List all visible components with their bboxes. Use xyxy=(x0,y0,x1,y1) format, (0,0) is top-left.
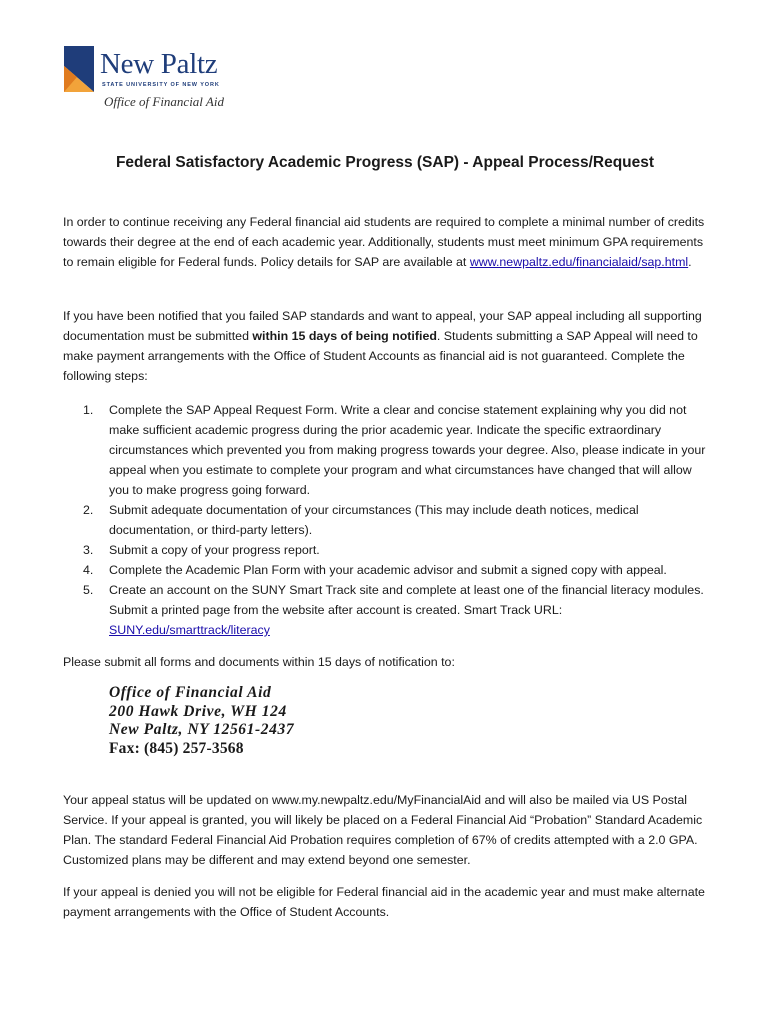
step-number: 5. xyxy=(83,583,94,597)
submit-note: Please submit all forms and documents within 15 days of notification to: xyxy=(63,655,455,669)
sap-policy-link[interactable]: www.newpaltz.edu/financialaid/sap.html xyxy=(469,255,689,269)
list-item xyxy=(63,500,713,540)
page-title: Federal Satisfactory Academic Progress (SAP) - Appeal Process/Request xyxy=(115,154,655,171)
list-item xyxy=(63,580,713,640)
step-text: Complete the SAP Appeal Request Form. Write a clear and concise statement explaining why you did not make sufficient academic progress during the prior academic year. Indicate the specific extraordinary circumstances which prevented you from making progress towards your degree. Also, please indicate in your appeal when you estimate to complete your program and what circumstances have changed that will allow you to make progress going forward. xyxy=(109,403,706,497)
step-text: Complete the Academic Plan Form with your academic advisor and submit a signed copy with appeal. xyxy=(109,563,667,577)
list-item xyxy=(63,540,713,560)
denied-paragraph: If your appeal is denied you will not be eligible for Federal financial aid in the academic year and must make alternate payment arrangements with the Office of Student Accounts. xyxy=(63,885,705,919)
notify-before: If you have been notified that you failed SAP standards and want to appeal, your SAP appeal including all supporting documentation must be submitted xyxy=(63,309,702,343)
list-item xyxy=(63,560,713,580)
logo-subtitle: STATE UNIVERSITY OF NEW YORK xyxy=(102,82,220,88)
intro-end: . xyxy=(688,255,692,269)
logo-mark-icon xyxy=(62,46,96,92)
step-number: 4. xyxy=(83,563,94,577)
step-number: 1. xyxy=(83,403,94,417)
step-text: Submit a copy of your progress report. xyxy=(109,543,320,557)
address-line-office: Office of Financial Aid xyxy=(109,684,272,701)
logo-name: New Paltz xyxy=(100,48,218,80)
intro-paragraph xyxy=(63,212,713,272)
address-line-street: 200 Hawk Drive, WH 124 xyxy=(109,702,287,720)
mailing-address xyxy=(109,684,294,758)
step-number: 3. xyxy=(83,543,94,557)
notify-paragraph xyxy=(63,306,713,386)
notify-after: . Students submitting a SAP Appeal will need to make payment arrangements with the Office of Student Accounts as financial aid is not guaranteed. Complete the following steps: xyxy=(63,329,698,383)
status-paragraph: Your appeal status will be updated on www.my.newpaltz.edu/MyFinancialAid and will also be mailed via US Postal Service. If your appeal is granted, you will likely be placed on a Federal Financial Aid “Probation” Standard Academic Plan. The standard Federal Financial Aid Probation requires completion of 67% of credits attempted with a 2.0 GPA. Customized plans may be different and may extend beyond one semester. xyxy=(63,793,703,867)
intro-text: In order to continue receiving any Federal financial aid students are required to complete a minimal number of credits towards their degree at the end of each academic year. Additionally, students must meet minimum GPA requirements to remain eligible for Federal funds. Policy details for SAP are available at xyxy=(63,215,705,269)
smart-track-link[interactable]: SUNY.edu/smarttrack/literacy xyxy=(109,623,270,637)
step-number: 2. xyxy=(83,503,94,517)
office-name: Office of Financial Aid xyxy=(104,94,224,109)
steps-list xyxy=(63,400,713,640)
list-item xyxy=(63,400,713,500)
fax-number: Fax: (845) 257-3568 xyxy=(109,739,244,757)
step-text: Submit adequate documentation of your circumstances (This may include death notices, medical documentation, or third-party letters). xyxy=(109,503,639,537)
step-text: Create an account on the SUNY Smart Track site and complete at least one of the financial literacy modules. Submit a printed page from the website after account is created. Smart Track URL: xyxy=(109,583,704,617)
notify-deadline: within 15 days of being notified xyxy=(252,329,437,343)
address-line-city: New Paltz, NY 12561-2437 xyxy=(109,721,295,738)
